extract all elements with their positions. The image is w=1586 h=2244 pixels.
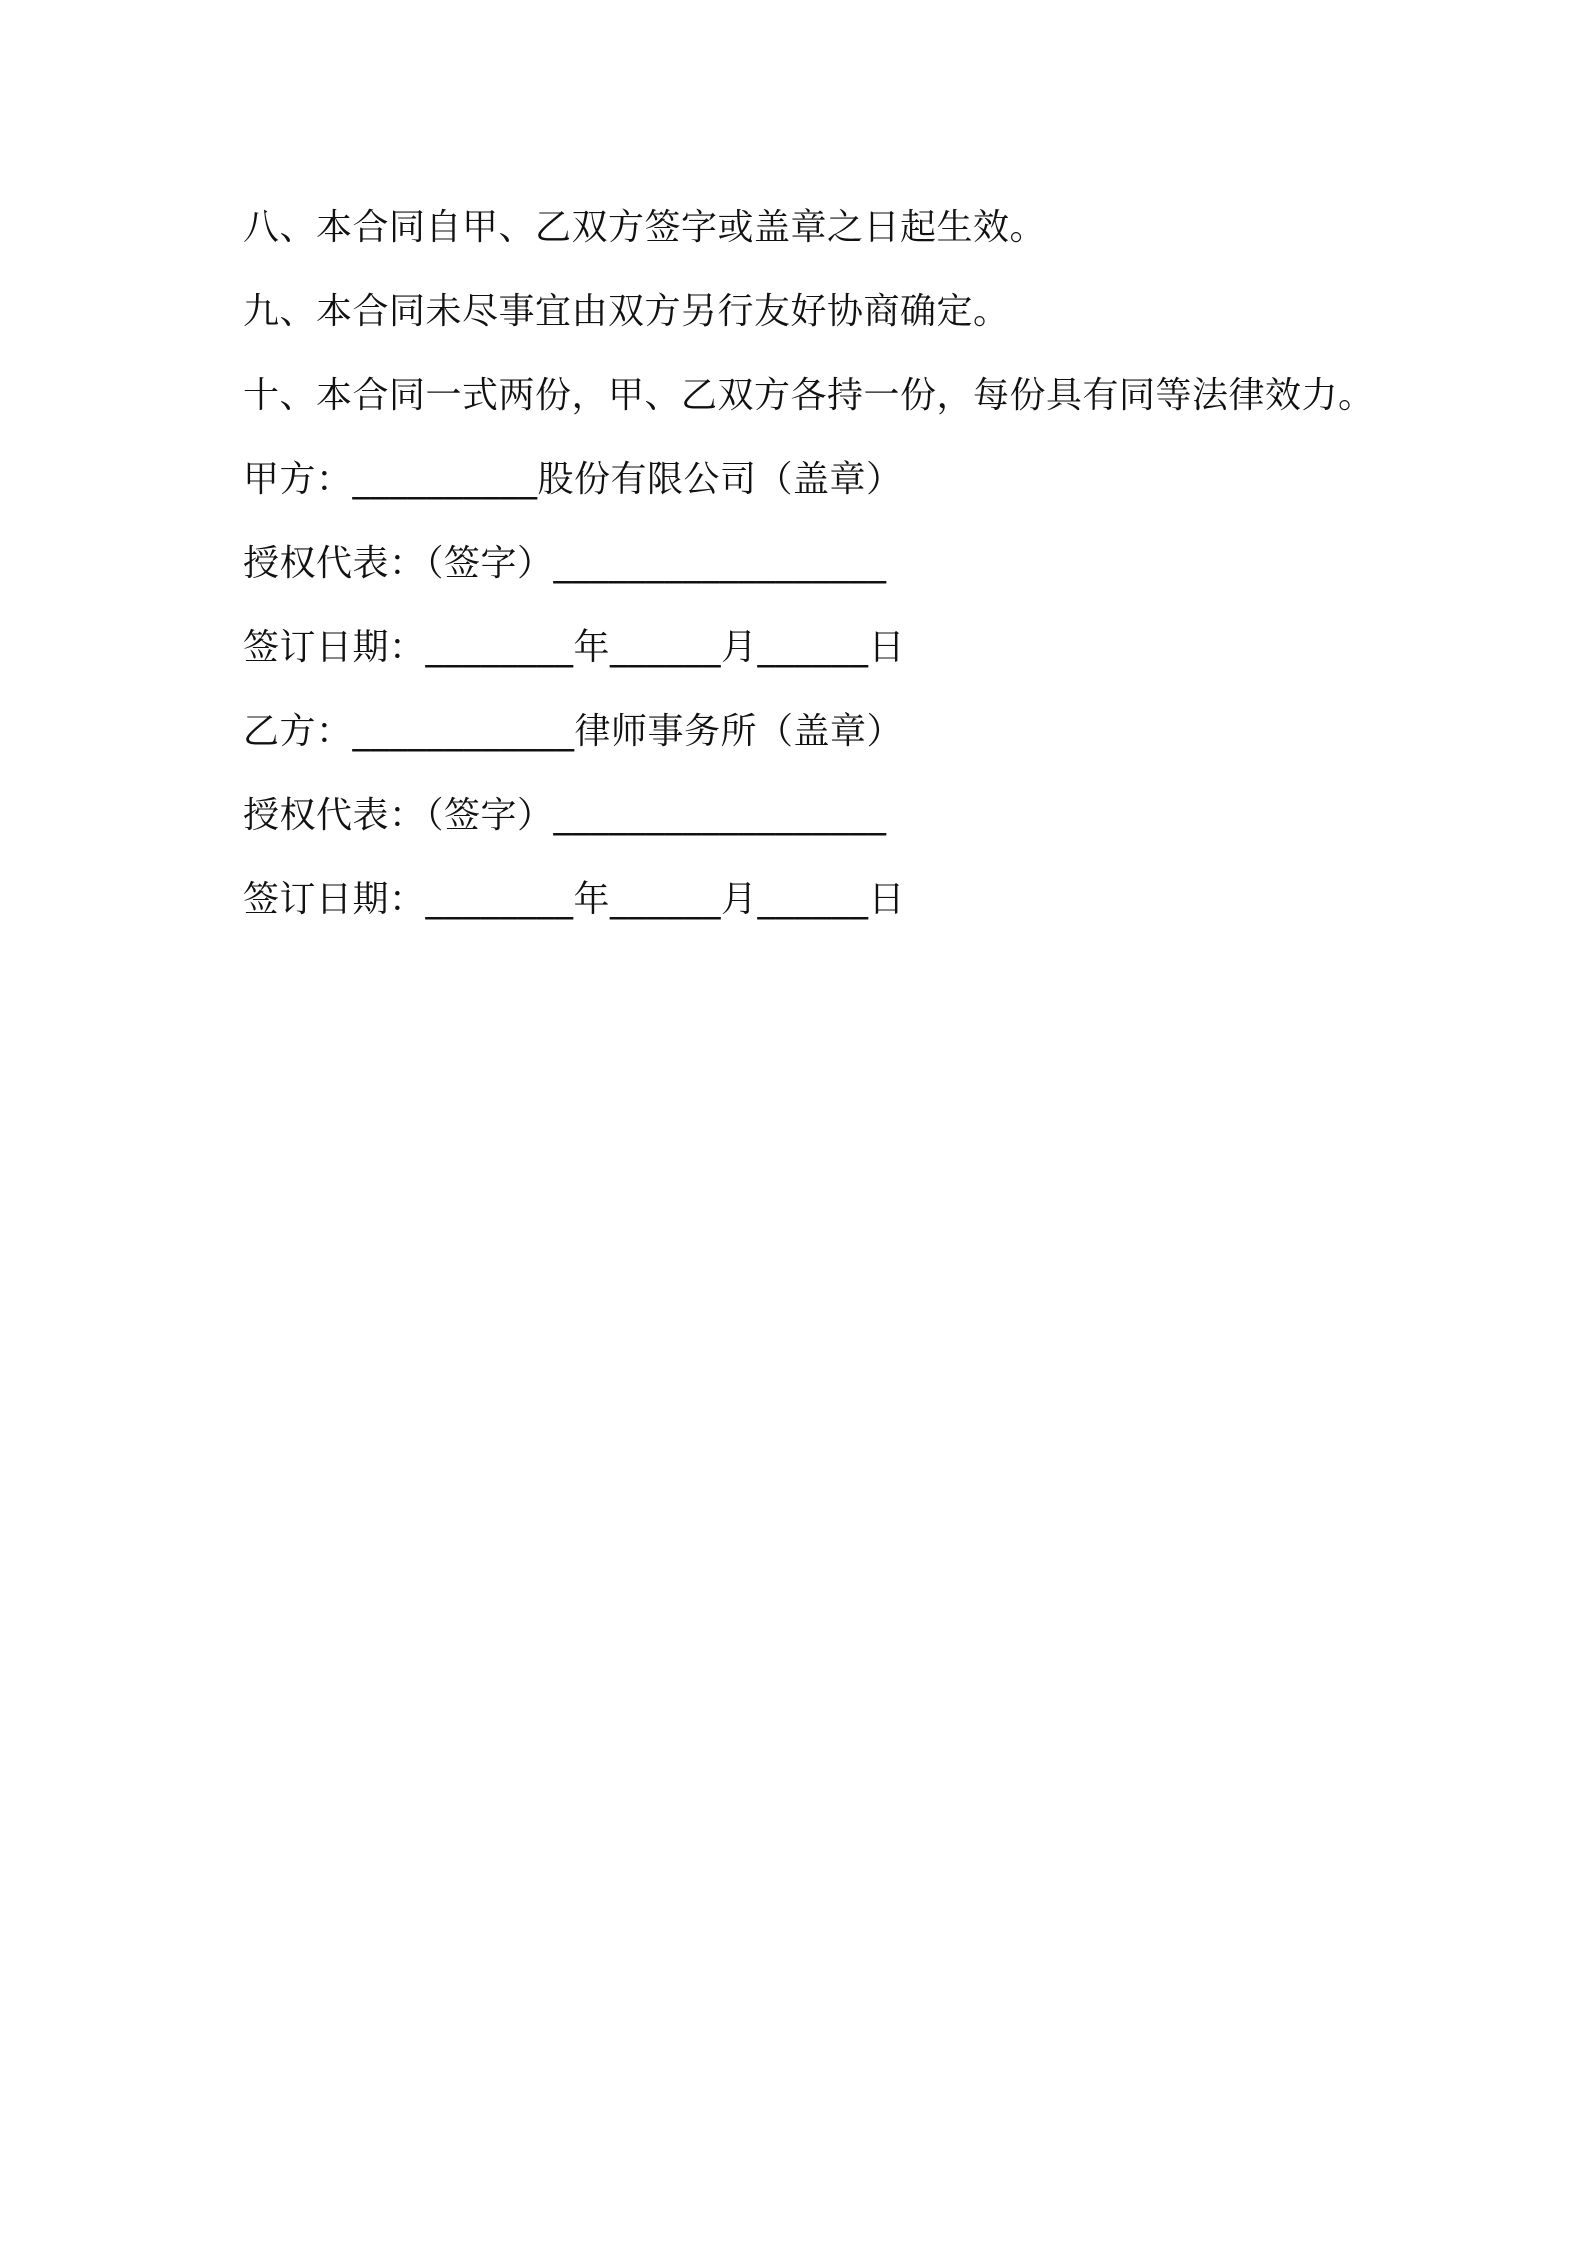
party-a-date-line: 签订日期：________年______月______日 xyxy=(243,627,906,668)
party-b-name-line: 乙方：____________律师事务所（盖章） xyxy=(243,711,904,752)
party-b-representative-line: 授权代表：（签字）__________________ xyxy=(243,795,887,836)
party-a-representative-line: 授权代表：（签字）__________________ xyxy=(243,543,887,584)
document-body xyxy=(243,200,1443,956)
party-b-date-line: 签订日期：________年______月______日 xyxy=(243,879,906,920)
clause-8: 八、本合同自甲、乙双方签字或盖章之日起生效。 xyxy=(243,207,1047,248)
clause-9: 九、本合同未尽事宜由双方另行友好协商确定。 xyxy=(243,291,1010,332)
clause-10: 十、本合同一式两份，甲、乙双方各持一份，每份具有同等法律效力。 xyxy=(243,375,1375,416)
party-a-name-line: 甲方：__________股份有限公司（盖章） xyxy=(243,459,903,500)
